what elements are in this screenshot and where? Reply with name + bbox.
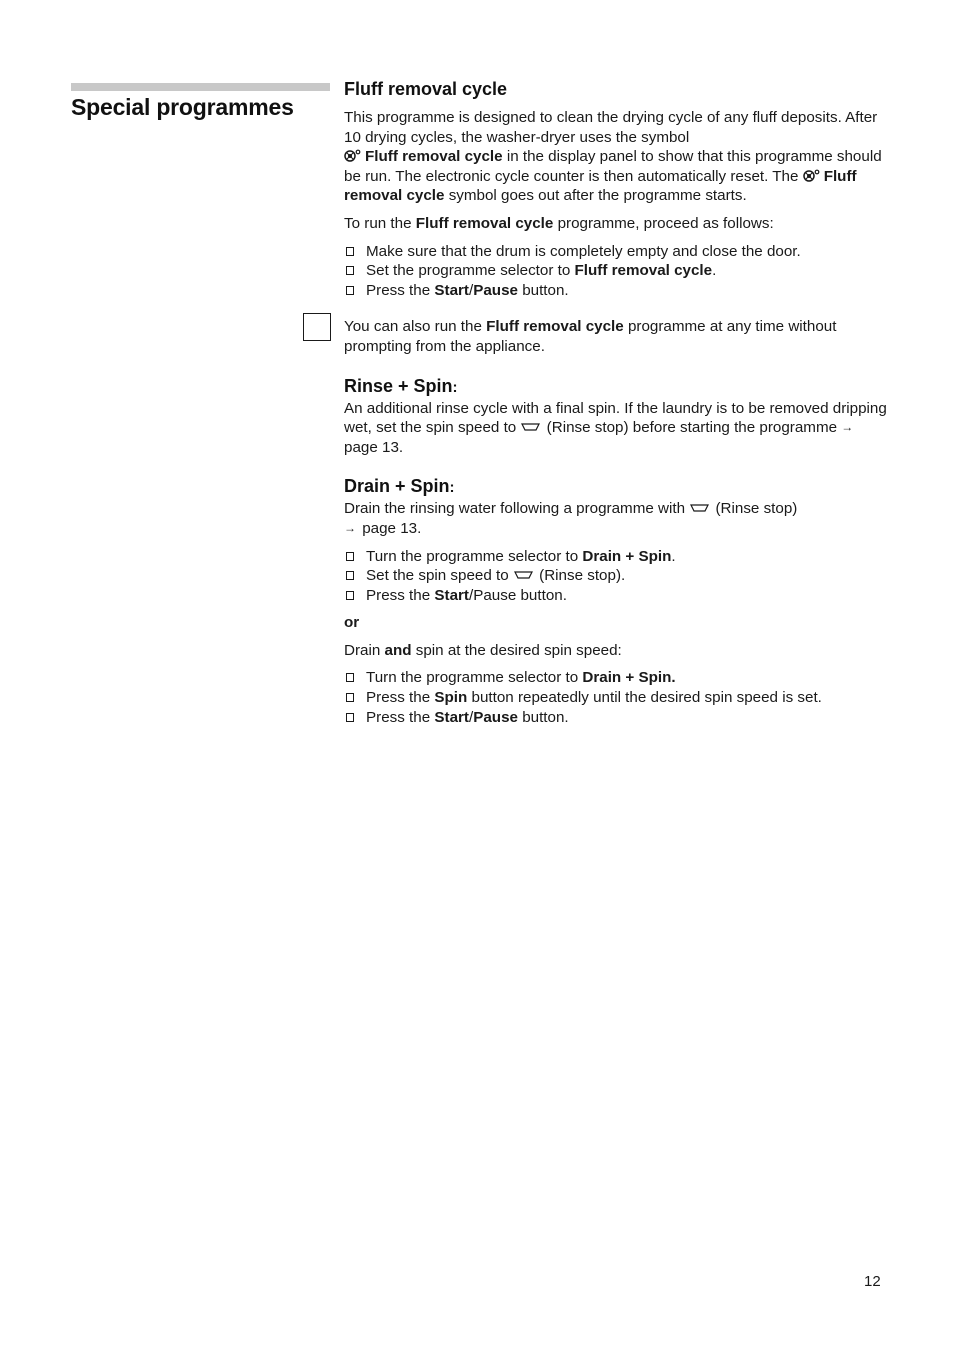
drain-spin-text: Drain the rinsing water following a programme with (Rinse stop) → page 13. (344, 500, 798, 537)
fluff-heading: Fluff removal cycle (344, 79, 508, 99)
fluff-symbol-label-1: Fluff removal cycle (365, 148, 503, 166)
or-separator: or (344, 614, 360, 632)
section-rule (71, 83, 330, 91)
list-item: Press the Start/Pause button. (344, 586, 889, 606)
list-item: Press the Start/Pause button. (344, 281, 889, 301)
rinse-spin-text: An additional rinse cycle with a final spin. If the laundry is to be removed dripping wet, set the spin speed to (Rinse stop) before starting the programme → page 13. (344, 399, 887, 456)
rinse-stop-icon (514, 571, 533, 579)
page-number: 12 (864, 1273, 881, 1290)
list-item: Turn the programme selector to Drain + Spin. (344, 668, 889, 688)
fluff-intro-text-1: This programme is designed to clean the drying cycle of any fluff deposits. After 10 drying cycles, the washer-dryer uses the symbol (344, 109, 878, 146)
fluff-steps (344, 242, 889, 301)
rinse-stop-icon (521, 423, 540, 431)
fluff-intro (344, 108, 889, 206)
list-item: Make sure that the drum is completely empty and close the door. (344, 242, 889, 262)
main-content (344, 78, 889, 727)
rinse-stop-icon (690, 504, 709, 512)
rinse-spin-heading: Rinse + Spin: (344, 375, 458, 396)
arrow-right-icon: → (841, 420, 854, 435)
list-item: Set the spin speed to (Rinse stop). (344, 566, 889, 586)
note-box-icon (303, 313, 331, 341)
list-item: Turn the programme selector to Drain + Spin. (344, 547, 889, 567)
fluff-run-instruction: To run the Fluff removal cycle programme, proceed as follows: (344, 214, 774, 232)
drain-spin-heading: Drain + Spin: (344, 476, 455, 497)
fluff-intro-text-2: in the display panel to show that this programme should be run. The electronic cycle counter is then automatically reset. The (344, 148, 882, 185)
fluff-removal-icon (803, 169, 820, 182)
arrow-right-icon: → (344, 520, 356, 535)
drain-steps-a (344, 547, 889, 606)
list-item: Press the Start/Pause button. (344, 708, 889, 728)
list-item: Press the Spin button repeatedly until the desired spin speed is set. (344, 688, 889, 708)
fluff-removal-icon (344, 149, 361, 162)
section-title: Special programmes (71, 94, 294, 120)
fluff-symbol-label-2: Fluff removal cycle (344, 167, 857, 205)
fluff-intro-text-3: symbol goes out after the programme starts. (444, 187, 747, 205)
note-paragraph: You can also run the Fluff removal cycle programme at any time without prompting from the appliance. (344, 317, 889, 356)
drain-alt-text: Drain and spin at the desired spin speed: (344, 641, 622, 659)
drain-steps-b (344, 668, 889, 727)
list-item: Set the programme selector to Fluff removal cycle. (344, 261, 889, 281)
